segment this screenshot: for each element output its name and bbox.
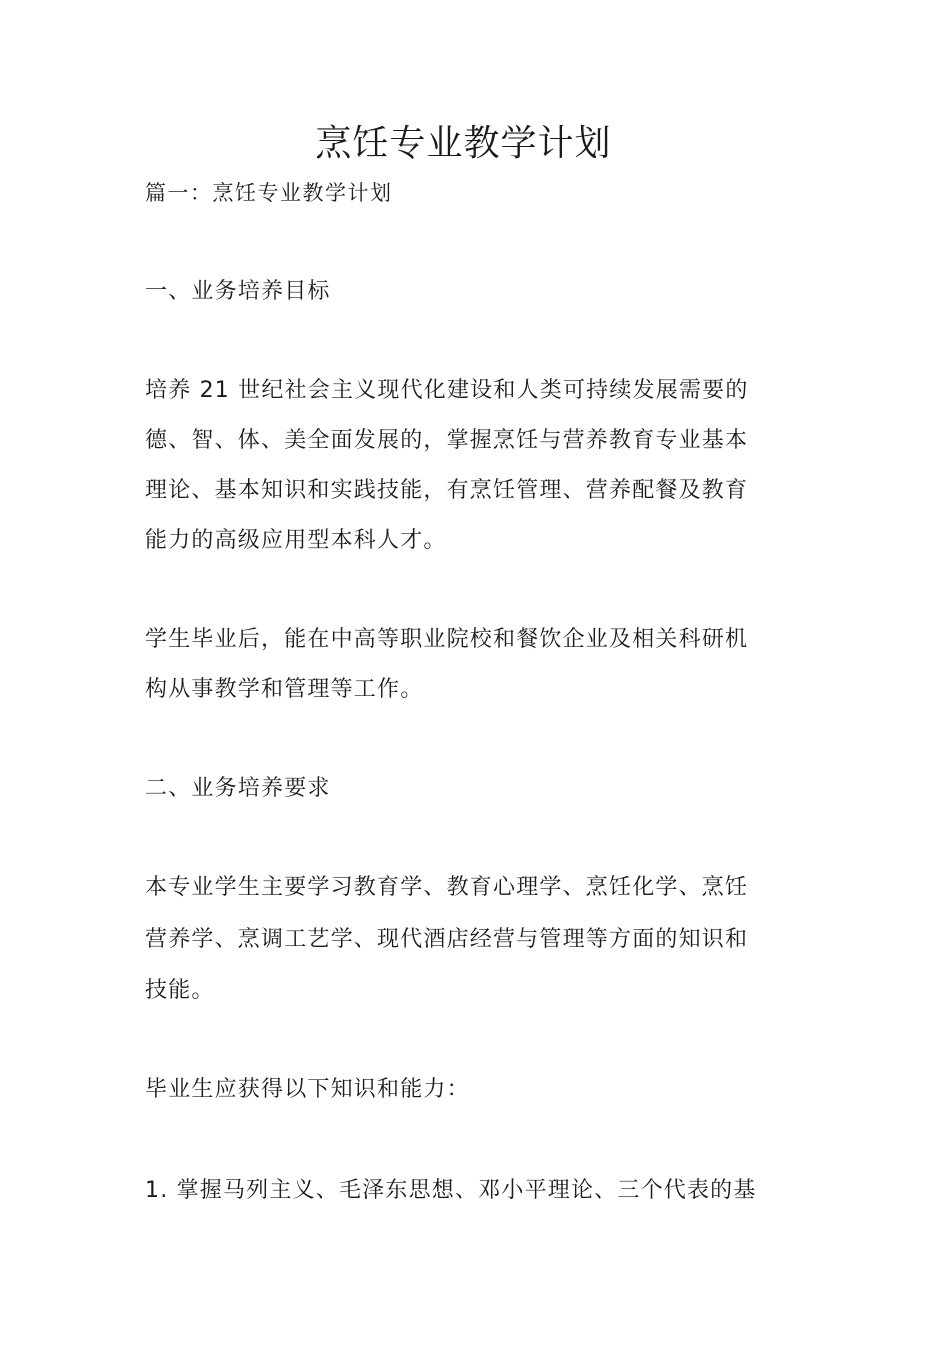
paragraph-3-line-3: 技能。 xyxy=(145,978,215,1003)
paragraph-1-line-4: 能力的高级应用型本科人才。 xyxy=(145,528,447,553)
paragraph-1-line-3: 理论、基本知识和实践技能，有烹饪管理、营养配餐及教育 xyxy=(145,478,749,503)
document-subtitle: 篇一：烹饪专业教学计划 xyxy=(145,181,393,205)
document-title: 烹饪专业教学计划 xyxy=(315,123,612,164)
paragraph-3-line-2: 营养学、烹调工艺学、现代酒店经营与管理等方面的知识和 xyxy=(145,927,749,952)
list-item-1: 1. 掌握马列主义、毛泽东思想、邓小平理论、三个代表的基 xyxy=(145,1178,757,1203)
paragraph-4: 毕业生应获得以下知识和能力： xyxy=(145,1077,470,1102)
section-heading-2: 二、业务培养要求 xyxy=(145,776,331,801)
paragraph-1-line-1: 培养 21 世纪社会主义现代化建设和人类可持续发展需要的 xyxy=(145,378,749,403)
section-heading-1: 一、业务培养目标 xyxy=(145,279,331,304)
paragraph-2-line-2: 构从事教学和管理等工作。 xyxy=(145,677,424,702)
paragraph-3-line-1: 本专业学生主要学习教育学、教育心理学、烹饪化学、烹饪 xyxy=(145,875,749,900)
paragraph-2-line-1: 学生毕业后，能在中高等职业院校和餐饮企业及相关科研机 xyxy=(145,627,749,652)
paragraph-1-line-2: 德、智、体、美全面发展的，掌握烹饪与营养教育专业基本 xyxy=(145,428,749,453)
